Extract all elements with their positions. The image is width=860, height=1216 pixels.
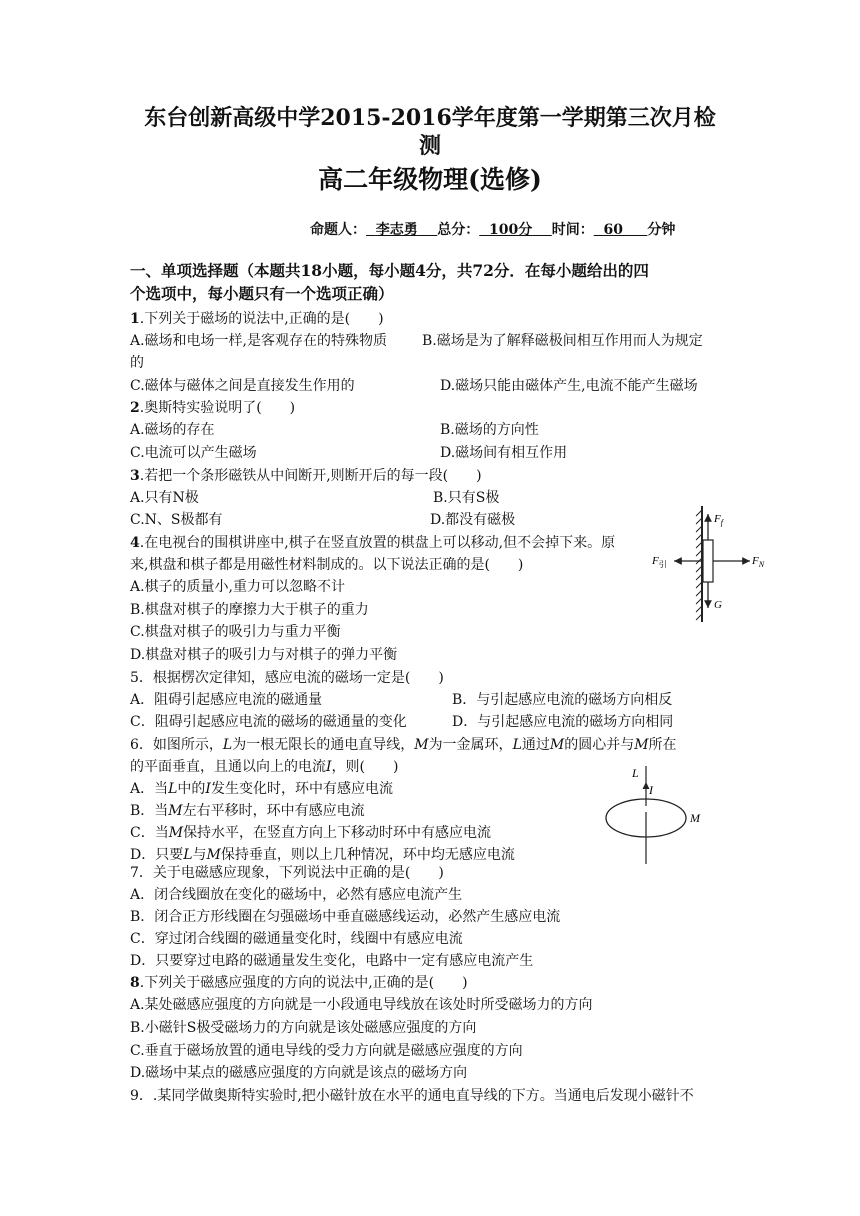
q3-stem: 3.若把一个条形磁铁从中间断开,则断开后的每一段( ) — [130, 468, 482, 484]
i-label: I — [649, 783, 653, 797]
time-label: 时间： — [551, 222, 594, 238]
time-value: 60 — [603, 222, 623, 238]
q2-option-c: C.电流可以产生磁场 — [130, 445, 257, 461]
q8-stem: 8.下列关于磁感应强度的方向的说法中,正确的是( ) — [130, 975, 468, 991]
exam-subtitle: 高二年级物理(选修) — [318, 165, 542, 194]
q7-stem: 7．关于电磁感应现象，下列说法中正确的是( ) — [130, 865, 444, 881]
q3-option-b: B.只有S极 — [433, 490, 500, 506]
q5-option-b: B．与引起感应电流的磁场方向相反 — [452, 692, 673, 708]
q6-stem: 6．如图所示，L为一根无限长的通电直导线，M为一金属环，L通过M的圆心并与M所在 — [130, 737, 677, 753]
q1-option-a: A.磁场和电场一样,是客观存在的特殊物质 — [130, 333, 388, 349]
ff-label: $F_f$ — [714, 513, 723, 527]
q1-stem: 1.下列关于磁场的说法中,正确的是( ) — [130, 311, 384, 327]
q2-option-a: A.磁场的存在 — [130, 422, 215, 438]
q8-option-d: D.磁场中某点的磁感应强度的方向就是该点的磁场方向 — [130, 1065, 468, 1081]
q1-option-b: B.磁场是为了解释磁极间相互作用而人为规定 — [422, 333, 703, 349]
section-heading-line2: 个选项中，每小题只有一个选项正确） — [130, 284, 394, 303]
chess-piece — [703, 540, 713, 582]
q4-option-b: B.棋盘对棋子的摩擦力大于棋子的重力 — [130, 602, 369, 618]
q2-option-b: B.磁场的方向性 — [440, 422, 539, 438]
q7-option-c: C．穿过闭合线圈的磁通量变化时，线圈中有感应电流 — [130, 931, 463, 947]
q4-stem: 4.在电视台的围棋讲座中,棋子在竖直放置的棋盘上可以移动,但不会掉下来。原 — [130, 535, 616, 551]
exam-title-line1: 东台创新高级中学2015-2016学年度第一学期第三次月检 — [144, 105, 716, 131]
q1-option-d: D.磁场只能由磁体产生,电流不能产生磁场 — [440, 378, 698, 394]
exam-info — [310, 219, 675, 239]
q1-option-c: C.磁体与磁体之间是直接发生作用的 — [130, 378, 355, 394]
q1-option-b-wrap: 的 — [130, 355, 144, 371]
q6-option-d: D．只要L与M保持垂直，则以上几种情况，环中均无感应电流 — [130, 847, 515, 863]
q3-option-c: C.N、S极都有 — [130, 512, 223, 528]
exam-title-line1-wrap: 测 — [418, 133, 441, 159]
author-value: 李志勇 — [375, 222, 418, 238]
q6-option-b: B．当M左右平移时，环中有感应电流 — [130, 803, 365, 819]
q8-option-b: B.小磁针S极受磁场力的方向就是该处磁感应强度的方向 — [130, 1020, 477, 1036]
score-value: 100分 — [489, 222, 533, 238]
score-label: 总分： — [437, 222, 480, 238]
q3-option-d: D.都没有磁极 — [430, 512, 516, 528]
q9-stem: 9．.某同学做奥斯特实验时,把小磁针放在水平的通电直导线的下方。当通电后发现小磁针不 — [130, 1088, 694, 1104]
fyin-label: $F_引$ — [652, 555, 667, 569]
q5-option-a: A．阻碍引起感应电流的磁通量 — [130, 692, 323, 708]
q5-stem: 5．根据楞次定律知，感应电流的磁场一定是( ) — [130, 670, 444, 686]
q8-option-c: C.垂直于磁场放置的通电导线的受力方向就是磁感应强度的方向 — [130, 1043, 523, 1059]
q4-option-a: A.棋子的质量小,重力可以忽略不计 — [130, 579, 346, 595]
fn-label: $F_N$ — [752, 555, 765, 569]
q4-stem-wrap: 来,棋盘和棋子都是用磁性材料制成的。以下说法正确的是( ) — [130, 557, 524, 573]
q4-option-c: C.棋盘对棋子的吸引力与重力平衡 — [130, 624, 341, 640]
q5-option-c: C．阻碍引起感应电流的磁场的磁通量的变化 — [130, 714, 407, 730]
exam-title — [130, 104, 730, 160]
q8-option-a: A.某处磁感应强度的方向就是一小段通电导线放在该处时所受磁场力的方向 — [130, 997, 593, 1013]
q6-stem-wrap: 的平面垂直，且通以向上的电流I，则( ) — [130, 759, 399, 775]
q7-option-a: A．闭合线圈放在变化的磁场中，必然有感应电流产生 — [130, 887, 463, 903]
m-label: M — [690, 811, 700, 825]
q4-force-diagram — [650, 504, 770, 626]
g-label: G — [714, 599, 722, 611]
q7-option-d: D．只要穿过电路的磁通量发生变化，电路中一定有感应电流产生 — [130, 953, 534, 969]
q7-option-b: B．闭合正方形线圈在匀强磁场中垂直磁感线运动，必然产生感应电流 — [130, 909, 561, 925]
q5-option-d: D．与引起感应电流的磁场方向相同 — [452, 714, 674, 730]
q6-option-c: C．当M保持水平，在竖直方向上下移动时环中有感应电流 — [130, 825, 492, 841]
q3-option-a: A.只有N极 — [130, 490, 199, 506]
time-unit: 分钟 — [647, 222, 676, 238]
section-heading-line1: 一、单项选择题（本题共18小题，每小题4分，共72分．在每小题给出的四 — [130, 261, 649, 280]
l-label: L — [632, 766, 639, 780]
author-label: 命题人： — [310, 222, 366, 238]
q6-option-a: A．当L中的I发生变化时，环中有感应电流 — [130, 781, 393, 797]
q2-stem: 2.奥斯特实验说明了( ) — [130, 400, 296, 416]
q2-option-d: D.磁场间有相互作用 — [440, 445, 568, 461]
q4-option-d: D.棋盘对棋子的吸引力与对棋子的弹力平衡 — [130, 647, 398, 663]
q6-wire-ring-diagram — [600, 760, 720, 868]
